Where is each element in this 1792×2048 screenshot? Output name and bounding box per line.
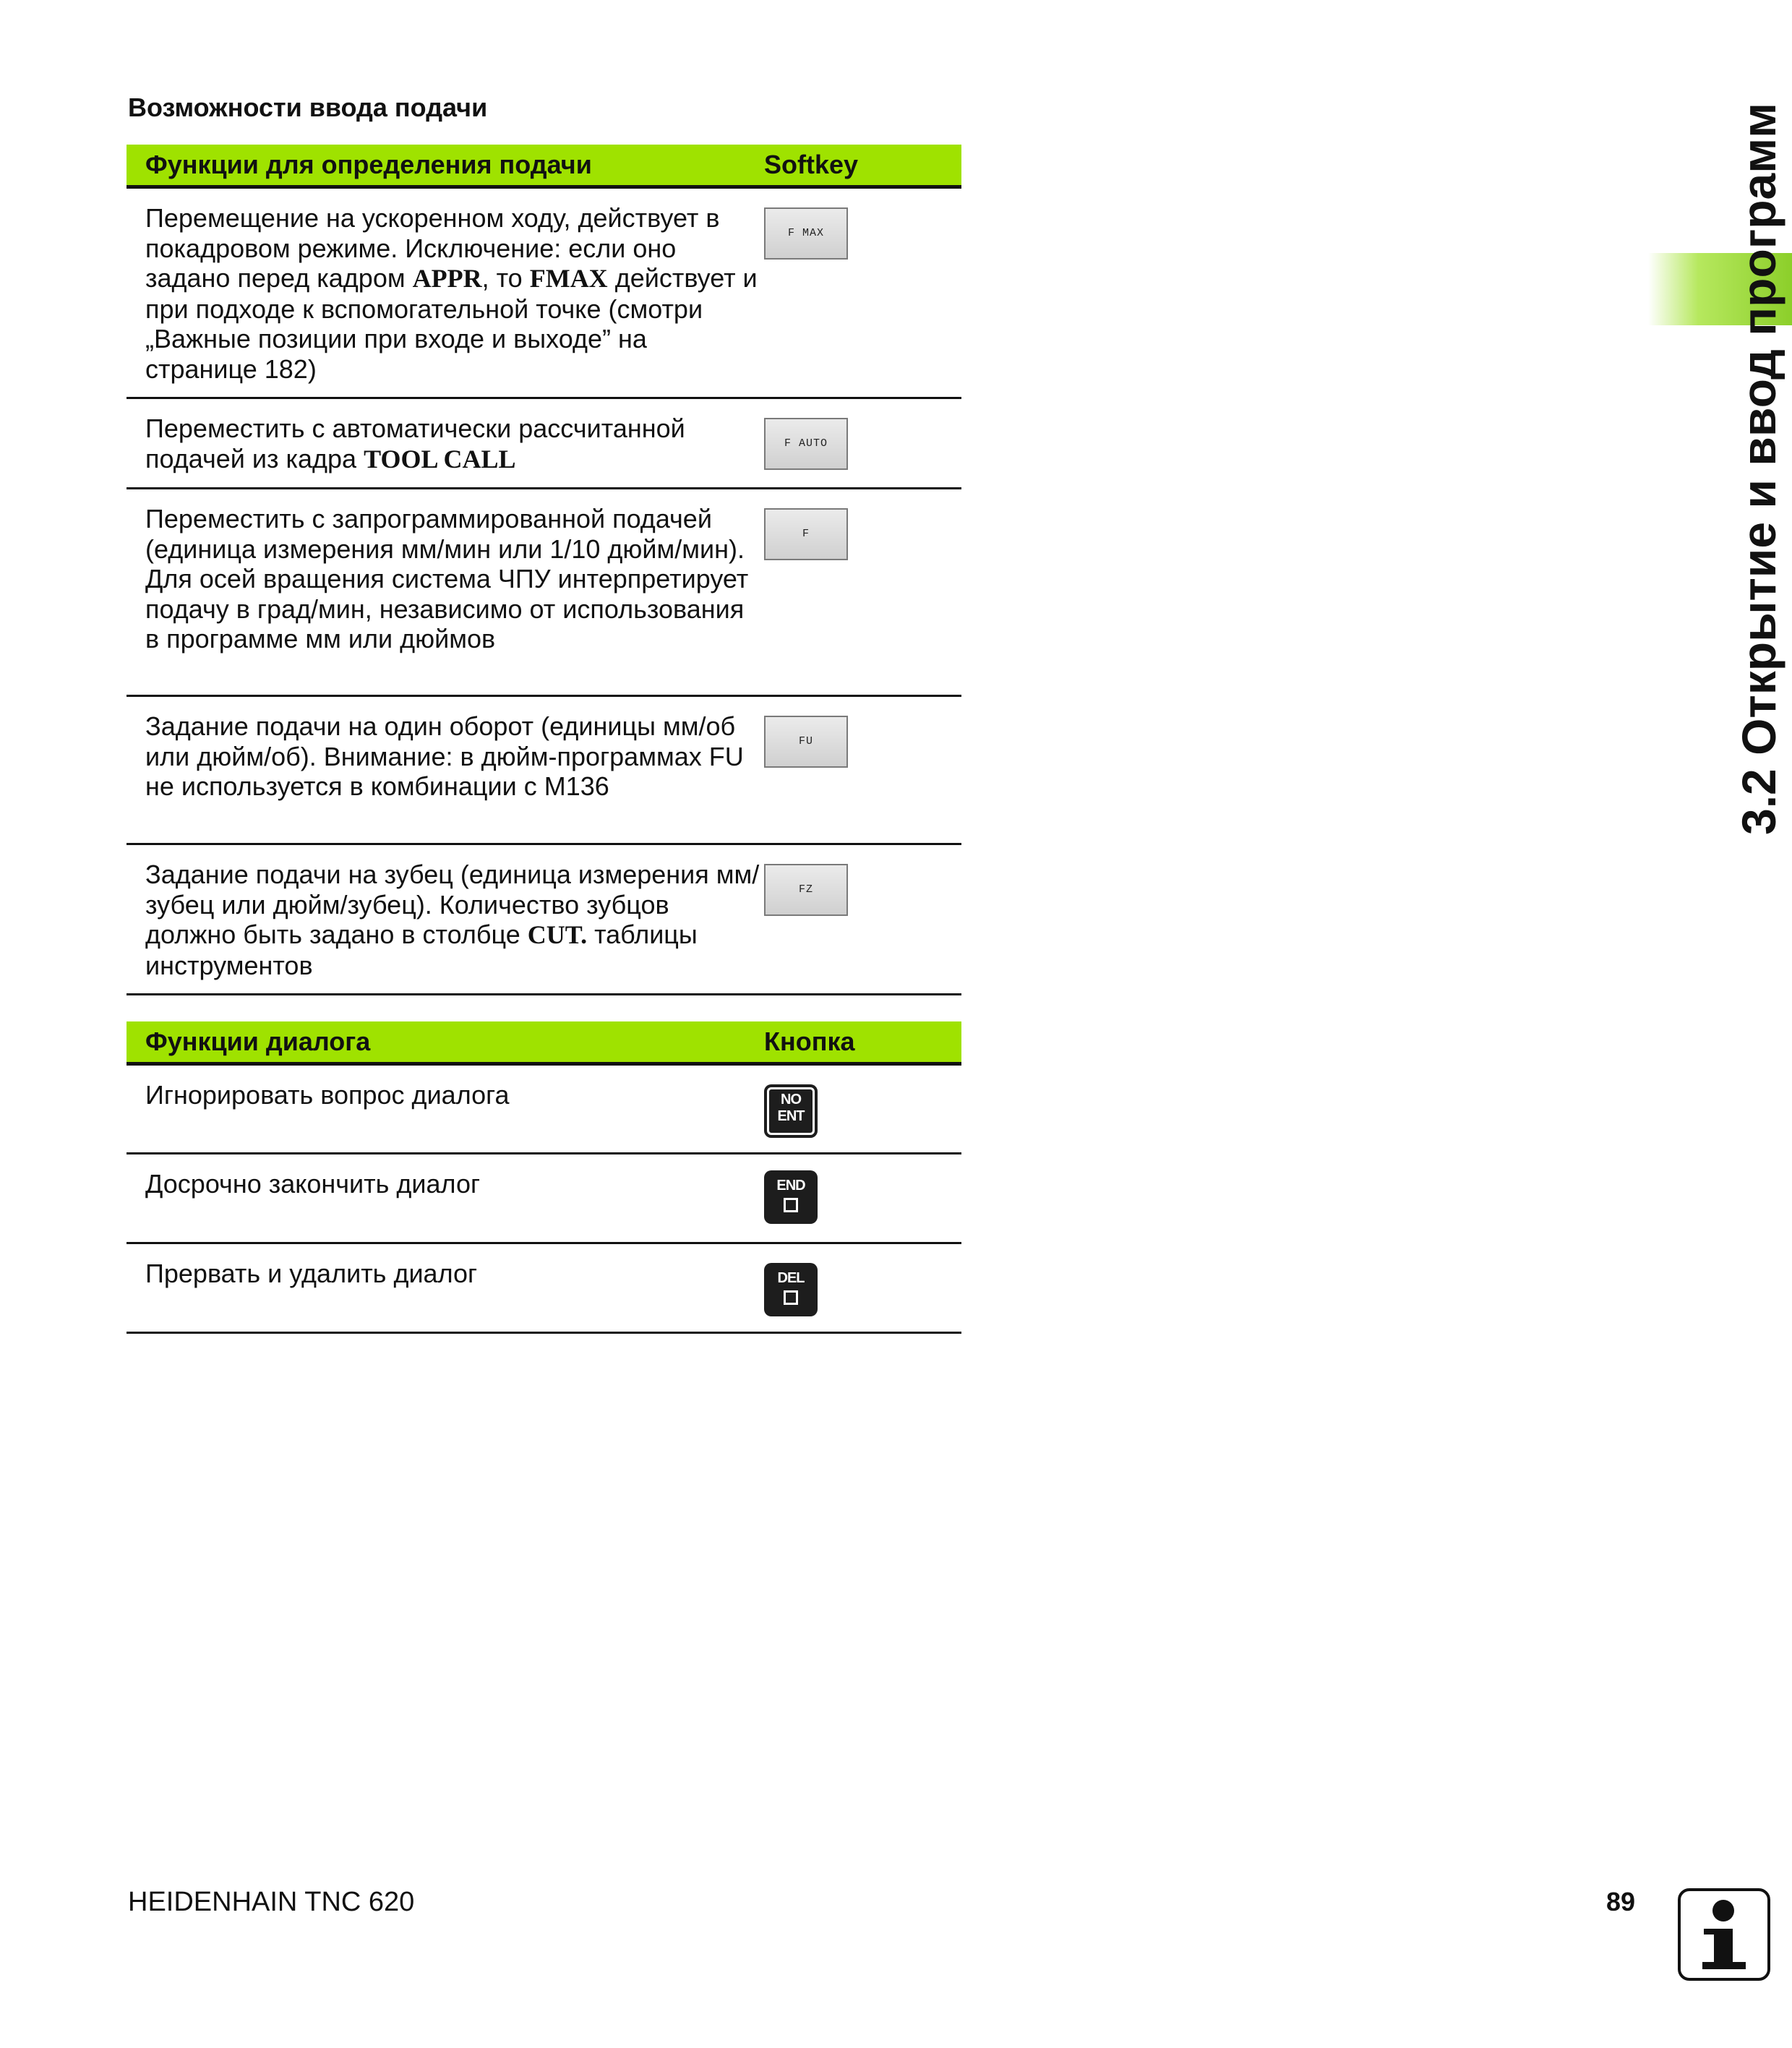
table-header-row [127, 1021, 961, 1064]
table-header-row [127, 145, 961, 187]
code-keyword: FMAX [529, 264, 608, 293]
del-key-icon[interactable] [764, 1263, 818, 1316]
description-text: , то [481, 263, 530, 293]
row-description [127, 489, 764, 696]
fu-softkey[interactable]: FU [764, 716, 848, 768]
section-title: Возможности ввода подачи [128, 93, 488, 122]
dialog-functions-table [127, 1021, 961, 1334]
description-text: Задание подачи на один оборот (единицы мм/об или дюйм/об). Внимание: в дюйм-программах FU не используется в комбинации с M136 [145, 711, 744, 801]
description-text: таблицы инструментов [145, 920, 698, 980]
description-text: Прервать и удалить диалог [145, 1259, 478, 1288]
softkey-cell [764, 844, 961, 995]
row-description [127, 696, 764, 844]
table-row [127, 696, 961, 844]
column-header-key: Кнопка [764, 1021, 961, 1064]
key-label-line: NO [781, 1092, 801, 1107]
description-text: Переместить с запрограммированной подачей (единица измерения мм/мин или 1/10 дюйм/мин). Для осей вращения система ЧПУ интерпретирует подачу в град/мин, независимо от использования в программе мм или дюймов [145, 504, 749, 654]
chapter-title: 3.2 Открытие и ввод программ [1732, 103, 1785, 835]
table-row [127, 1243, 961, 1333]
column-header-softkey: Softkey [764, 145, 961, 187]
key-label: DEL [777, 1270, 805, 1286]
page-number: 89 [1606, 1887, 1636, 1916]
key-label-line: ENT [777, 1108, 805, 1124]
row-description [127, 1064, 764, 1154]
table-row [127, 844, 961, 995]
code-keyword: CUT. [527, 920, 588, 949]
row-description [127, 1154, 764, 1243]
key-cell [764, 1243, 961, 1333]
table-row [127, 1154, 961, 1243]
end-key-icon[interactable] [764, 1170, 818, 1224]
description-text: Задание подачи на зубец (единица измерения мм/зубец или дюйм/зубец). Количество зубцов должно быть задано в столбце [145, 860, 760, 949]
key-cell [764, 1064, 961, 1154]
softkey-cell [764, 489, 961, 696]
column-header-function: Функции для определения подачи [127, 145, 764, 187]
footer-product: HEIDENHAIN TNC 620 [128, 1887, 415, 1917]
code-keyword: TOOL CALL [364, 444, 516, 474]
softkey-cell [764, 398, 961, 489]
row-description [127, 1243, 764, 1333]
code-keyword: APPR [412, 264, 482, 293]
f-auto-softkey[interactable]: F AUTO [764, 418, 848, 470]
description-text: Досрочно закончить диалог [145, 1169, 481, 1199]
square-icon [784, 1198, 798, 1212]
description-text: действует и при подходе к вспомогательной точке (смотри „Важные позиции при входе и выходе” на странице 182) [145, 263, 758, 384]
description-text: Игнорировать вопрос диалога [145, 1080, 510, 1110]
softkey-cell [764, 187, 961, 398]
description-text: Переместить с автоматически рассчитанной подачей из кадра [145, 414, 685, 474]
fz-softkey[interactable]: FZ [764, 864, 848, 916]
column-header-function: Функции диалога [127, 1021, 764, 1064]
key-label: END [776, 1178, 805, 1194]
softkey-cell [764, 696, 961, 844]
info-icon [1678, 1888, 1770, 1981]
row-description [127, 844, 764, 995]
table-row [127, 1064, 961, 1154]
table-row [127, 398, 961, 489]
feed-functions-table [127, 145, 961, 995]
table-row [127, 489, 961, 696]
row-description [127, 187, 764, 398]
no-ent-key-icon[interactable] [764, 1084, 818, 1138]
row-description [127, 398, 764, 489]
table-row [127, 187, 961, 398]
f-softkey[interactable]: F [764, 508, 848, 560]
square-icon [784, 1290, 798, 1305]
description-text: Перемещение на ускоренном ходу, действует в покадровом режиме. Исключение: если оно задано перед кадром [145, 203, 720, 293]
key-cell [764, 1154, 961, 1243]
f-max-softkey[interactable]: F MAX [764, 207, 848, 260]
